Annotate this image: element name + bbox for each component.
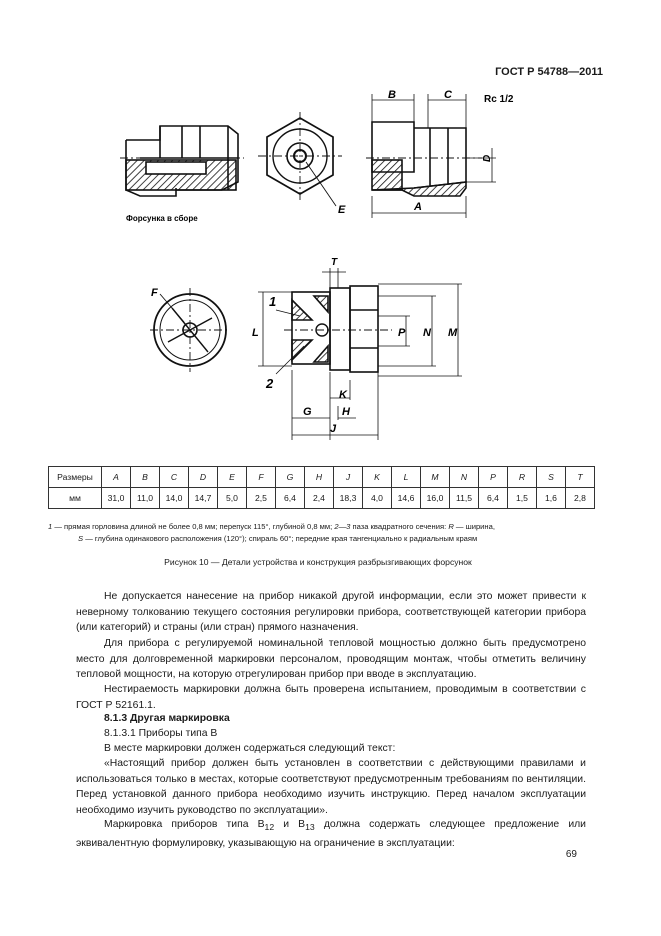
page-number: 69 [565,849,577,860]
label-L: L [252,327,259,339]
table-cell: 6,4 [479,488,508,509]
section-heading: 8.1.3 Другая маркировка [104,713,230,724]
table-cell: R [508,467,537,488]
legend-text: — прямая горловина длиной не более 0,8 мм; перепуск 115°, глубиной 0,8 мм; [52,522,335,531]
label-F: F [151,287,158,299]
table-cell: 31,0 [102,488,131,509]
table-cell: 2,8 [566,488,595,509]
paragraph: В месте маркировки должен содержаться следующий текст: [104,743,396,754]
document-code: ГОСТ Р 54788—2011 [495,66,603,78]
table-cell: K [363,467,392,488]
table-row [49,467,595,488]
table-cell: 14,0 [160,488,189,509]
legend-text: паза квадратного сечения: [350,522,449,531]
table-cell: E [218,467,247,488]
drawing-insert-section [284,286,392,372]
label-1: 1 [269,294,277,309]
figure-caption: Рисунок 10 — Детали устройства и конструкция разбрызгивающих форсунок [164,557,472,567]
table-cell: 11,0 [131,488,160,509]
table-cell: 16,0 [421,488,450,509]
text-run: Маркировка приборов типа B [104,819,265,830]
legend-text: — глубина одинакового расположения (120°); спираль 60°; передние края тангенциально к радиальным краям [83,534,478,543]
subsection-heading: 8.1.3.1 Приборы типа B [104,728,218,739]
table-cell: 5,0 [218,488,247,509]
label-C: C [444,89,452,101]
table-cell: J [334,467,363,488]
legend-text: — ширина, [453,522,495,531]
figure-legend [48,521,588,545]
label-K: K [339,389,347,401]
subscript: 12 [264,822,275,833]
table-cell: B [131,467,160,488]
drawing-slot-end-view [150,288,230,372]
label-2: 2 [266,376,274,391]
table-cell: F [247,467,276,488]
legend-key: 1 [48,522,53,531]
table-row-header: Размеры [49,467,102,488]
table-cell: N [450,467,479,488]
label-G: G [303,406,312,418]
table-cell: 14,6 [392,488,421,509]
table-cell: C [160,467,189,488]
subscript: 13 [305,822,315,833]
drawing-hex-view [258,112,342,206]
table-cell: L [392,467,421,488]
table-cell: D [189,467,218,488]
table-row-header: мм [49,488,102,509]
assembly-caption: Форсунка в сборе [126,214,198,223]
label-P: P [398,327,406,339]
table-cell: 6,4 [276,488,305,509]
label-M: M [448,327,458,339]
table-cell: P [479,467,508,488]
table-cell: 4,0 [363,488,392,509]
paragraph: Для прибора с регулируемой номинальной тепловой мощностью должно быть предусмотрено место для долговременной маркировки персоналом, проводящим монтаж, чтобы отметить величину тепловой мощности, на которую отрегулирован прибор при вводе в эксплуатацию. [76,638,586,680]
drawing-nozzle-assembly [120,126,244,196]
table-cell: 1,5 [508,488,537,509]
table-cell: H [305,467,334,488]
label-J: J [330,423,337,435]
legend-key: R [448,522,454,531]
label-D: D [482,154,493,162]
label-B: B [388,89,396,101]
legend-key: S [78,534,84,543]
label-E: E [338,204,346,216]
quoted-text: «Настоящий прибор должен быть установлен в соответствии с действующими правилами и использоваться только в местах, которые соответствуют предусмотренным требованиям по вентиляции. Перед установкой данного прибора необходимо изучить инструкцию. Перед началом эксплуатации необходимо изучить руководство по эксплуатации». [76,758,586,816]
table-cell: 18,3 [334,488,363,509]
label-Rc: Rc 1/2 [484,94,514,105]
table-row [49,488,595,509]
table-cell: 14,7 [189,488,218,509]
table-cell: G [276,467,305,488]
paragraph [76,817,586,851]
table-cell: 11,5 [450,488,479,509]
table-cell: T [566,467,595,488]
table-cell: A [102,467,131,488]
label-T: T [331,257,338,268]
table-cell: M [421,467,450,488]
table-cell: S [537,467,566,488]
text-run: и B [274,819,306,830]
text-run: должна содержать следующее предложение или эквивалентную формулировку, указывающую на ограничение в эксплуатации: [76,819,586,849]
table-cell: 1,6 [537,488,566,509]
table-cell: 2,5 [247,488,276,509]
paragraph: Не допускается нанесение на прибор никакой другой информации, если это может привести к неверному толкованию текущего состояния регулировки прибора, соответствующей категории прибора (или категорий) и страны (или стран) прямого назначения. [76,591,586,633]
drawing-body-section [366,122,482,196]
label-A: A [414,201,422,213]
label-H: H [342,406,350,418]
paragraph: Нестираемость маркировки должна быть проверена испытанием, проводимым в соответствии с ГОСТ Р 52161.1. [76,684,586,711]
dimensions-table [48,466,595,509]
table-cell: 2,4 [305,488,334,509]
label-N: N [423,327,431,339]
legend-key: 2—3 [334,522,351,531]
